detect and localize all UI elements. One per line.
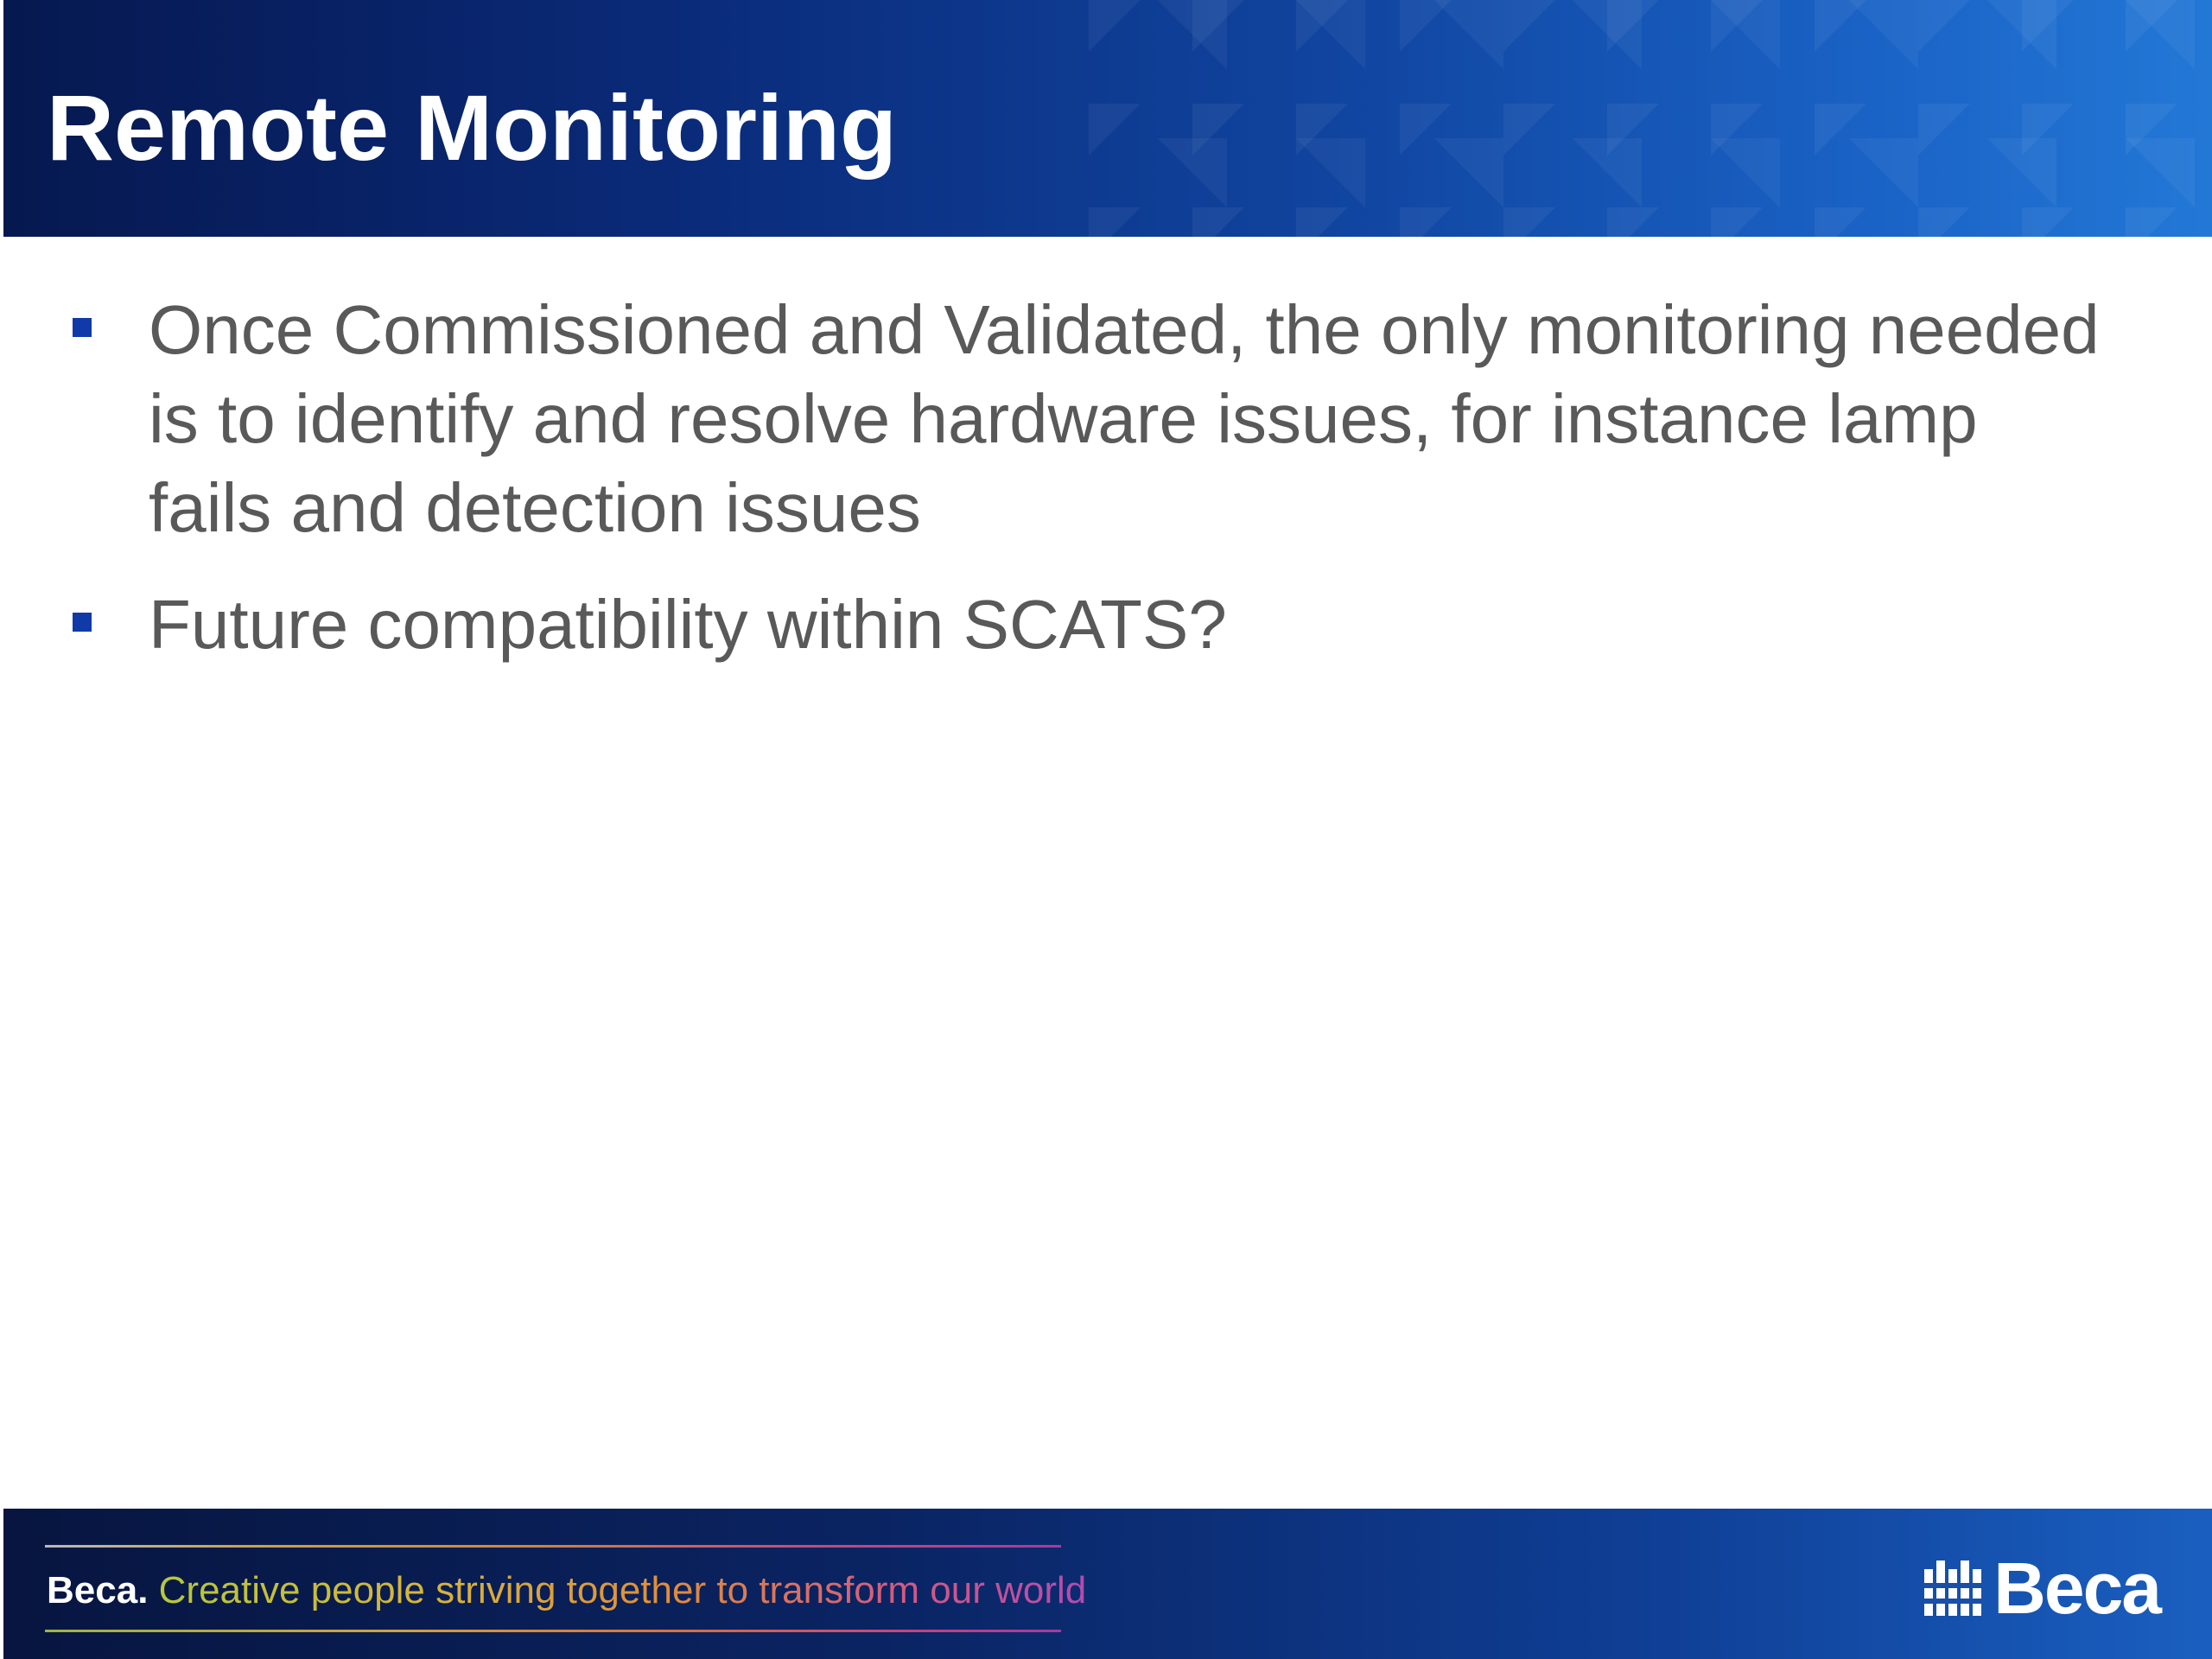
tagline-text: Creative people striving together to transform our world	[148, 1569, 1087, 1611]
title-banner	[0, 0, 2212, 237]
beca-logo	[1924, 1548, 2160, 1629]
bullet-item	[0, 285, 2212, 552]
bullet-item	[0, 580, 2212, 669]
bullet-list	[0, 285, 2212, 669]
beca-logo-icon	[1924, 1560, 1981, 1616]
banner-pattern	[1089, 0, 2212, 237]
bullet-text: Future compatibility within SCATS?	[149, 586, 1227, 663]
footer-left-edge	[0, 1509, 3, 1659]
footer-banner	[0, 1509, 2212, 1659]
bullet-text: Once Commissioned and Validated, the only monitoring needed is to identify and resolve hardware issues, for instance lamp fails and detection issues	[149, 291, 2100, 546]
tagline-rule-top	[45, 1545, 1061, 1548]
footer-tagline	[47, 1560, 1086, 1621]
square-bullet-icon	[73, 318, 92, 337]
square-bullet-icon	[73, 613, 92, 632]
tagline-brand: Beca.	[47, 1569, 149, 1611]
banner-left-edge	[0, 0, 3, 237]
slide-title: Remote Monitoring	[47, 75, 897, 180]
tagline-rule-bottom	[45, 1630, 1061, 1632]
beca-logo-text: Beca	[1993, 1548, 2160, 1629]
